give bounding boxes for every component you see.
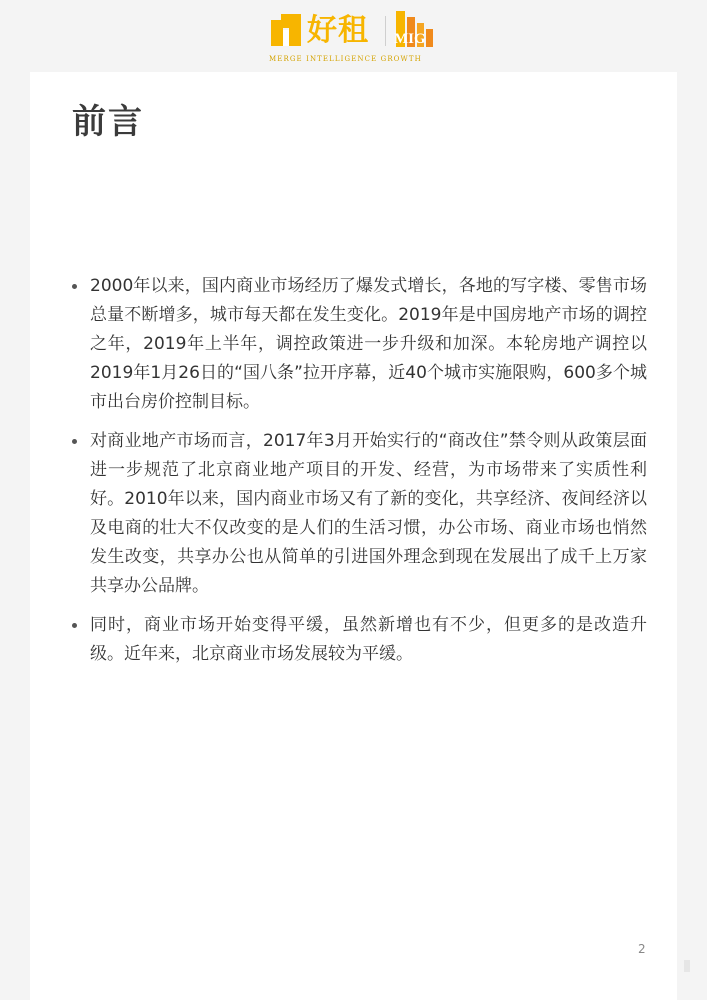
page-number: 2 bbox=[638, 942, 646, 956]
header bbox=[0, 0, 707, 70]
mig-logo-icon bbox=[392, 9, 438, 49]
bullet-item bbox=[72, 427, 647, 601]
bullet-text: 对商业地产市场而言，2017年3月开始实行的“商改住”禁令则从政策层面进一步规范了北京商业地产项目的开发、经营，为市场带来了实质性利好。2010年以来，国内商业市场又有了新的变化，共享经济、夜间经济以及电商的壮大不仅改变的是人们的生活习惯，办公市场、商业市场也悄然发生改变，共享办公也从简单的引进国外理念到现在发展出了成千上万家共享办公品牌。 bbox=[90, 431, 647, 596]
bullet-list bbox=[72, 272, 647, 679]
bullet-dot-icon bbox=[72, 439, 77, 444]
haozu-logo bbox=[271, 12, 381, 52]
haozu-house-icon bbox=[271, 14, 301, 46]
logo-divider bbox=[385, 16, 386, 46]
svg-text:MIG: MIG bbox=[394, 31, 426, 47]
bullet-item bbox=[72, 611, 647, 669]
page-title: 前言 bbox=[72, 102, 144, 142]
haozu-logo-text: 好租 bbox=[307, 13, 369, 48]
content-card bbox=[30, 72, 677, 1000]
bullet-text: 同时，商业市场开始变得平缓，虽然新增也有不少，但更多的是改造升级。近年来，北京商业市场发展较为平缓。 bbox=[90, 615, 647, 664]
tagline: MERGE INTELLIGENCE GROWTH bbox=[269, 55, 422, 63]
bullet-dot-icon bbox=[72, 284, 77, 289]
bullet-dot-icon bbox=[72, 623, 77, 628]
bullet-item bbox=[72, 272, 647, 417]
bullet-text: 2000年以来，国内商业市场经历了爆发式增长，各地的写字楼、零售市场总量不断增多，城市每天都在发生变化。2019年是中国房地产市场的调控之年，2019年上半年，调控政策进一步升级和加深。本轮房地产调控以2019年1月26日的“国八条”拉开序幕，近40个城市实施限购，600多个城市出台房价控制目标。 bbox=[90, 276, 647, 412]
edge-mark bbox=[684, 960, 690, 972]
